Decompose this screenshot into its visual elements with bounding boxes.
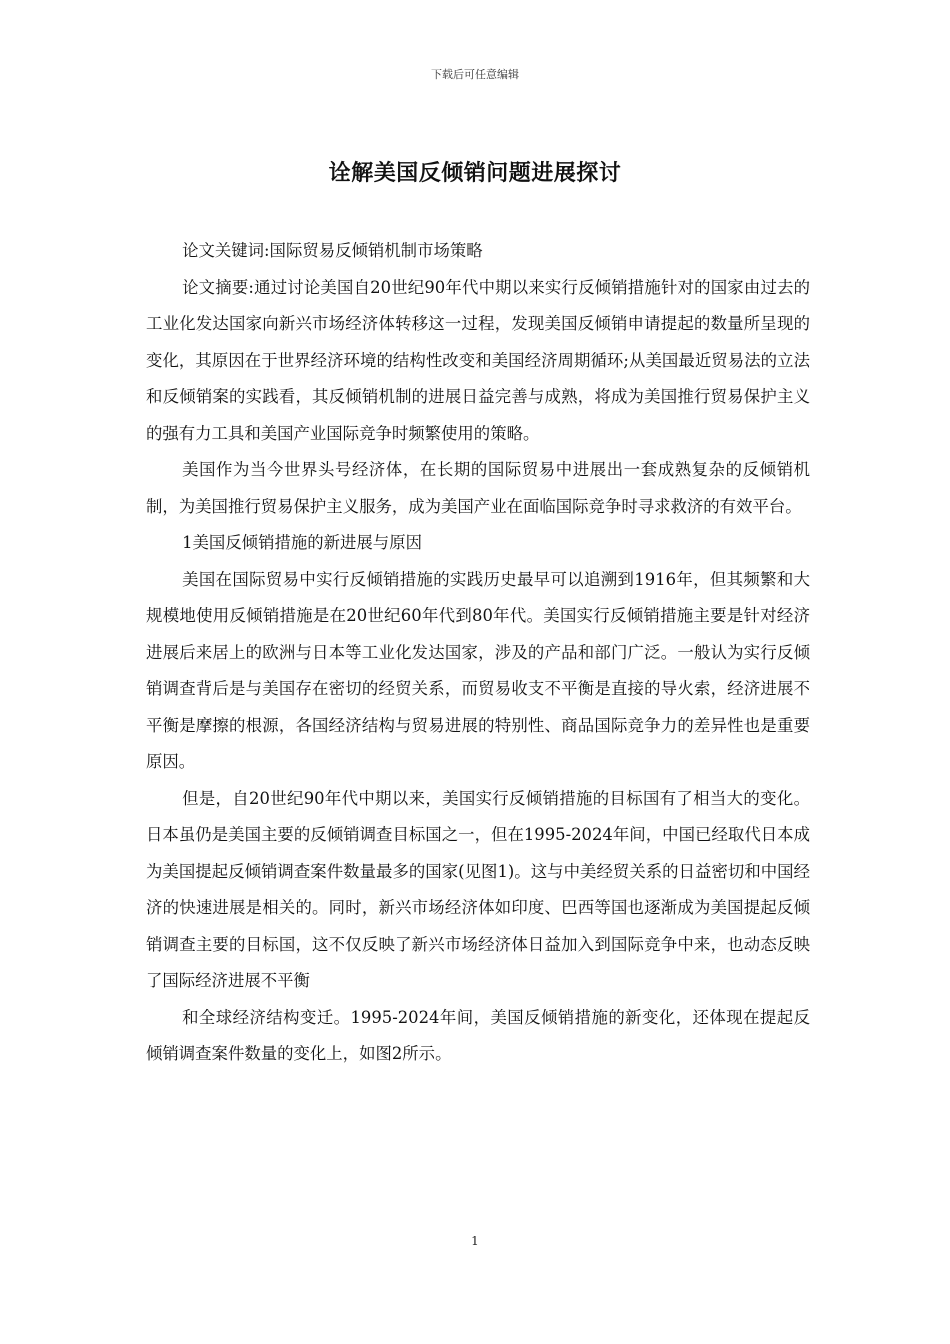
body-paragraph-history: 美国在国际贸易中实行反倾销措施的实践历史最早可以追溯到1916年，但其频繁和大规模地使用反倾销措施是在20世纪60年代到80年代。美国实行反倾销措施主要是针对经济进展后来居上的欧洲与日本等工业化发达国家，涉及的产品和部门广泛。一般认为实行反倾销调查背后是与美国存在密切的经贸关系，而贸易收支不平衡是直接的导火索，经济进展不平衡是摩擦的根源，各国经济结构与贸易进展的特别性、商品国际竞争力的差异性也是重要原因。 — [146, 569, 810, 771]
document-title: 诠解美国反倾销问题进展探讨 — [328, 161, 622, 186]
page-number: 1 — [471, 1234, 479, 1248]
intro-paragraph: 美国作为当今世界头号经济体，在长期的国际贸易中进展出一套成熟复杂的反倾销机制，为美国推行贸易保护主义服务，成为美国产业在面临国际竞争时寻求救济的有效平台。 — [146, 460, 810, 516]
section-heading-1: 1美国反倾销措施的新进展与原因 — [182, 533, 422, 552]
body-paragraph-change: 但是，自20世纪90年代中期以来，美国实行反倾销措施的目标国有了相当大的变化。日本虽仍是美国主要的反倾销调查目标国之一，但在1995-2024年间，中国已经取代日本成为美国提起反倾销调查案件数量最多的国家(见图1)。这与中美经贸关系的日益密切和中国经济的快速进展是相关的。同时，新兴市场经济体如印度、巴西等国也逐渐成为美国提起反倾销调查主要的目标国，这不仅反映了新兴市场经济体日益加入到国际竞争中来，也动态反映了国际经济进展不平衡 — [146, 788, 810, 990]
keywords-paragraph: 论文关键词:国际贸易反倾销机制市场策略 — [182, 241, 483, 260]
abstract-paragraph: 论文摘要:通过讨论美国自20世纪90年代中期以来实行反倾销措施针对的国家由过去的工业化发达国家向新兴市场经济体转移这一过程，发现美国反倾销申请提起的数量所呈现的变化，其原因在于世界经济环境的结构性改变和美国经济周期循环;从美国最近贸易法的立法和反倾销案的实践看，其反倾销机制的进展日益完善与成熟，将成为美国推行贸易保护主义的强有力工具和美国产业国际竞争时频繁使用的策略。 — [146, 277, 810, 443]
document-body — [146, 233, 810, 1073]
header-note: 下载后可任意编辑 — [431, 68, 519, 81]
body-paragraph-continuation: 和全球经济结构变迁。1995-2024年间，美国反倾销措施的新变化，还体现在提起反倾销调查案件数量的变化上，如图2所示。 — [146, 1007, 810, 1063]
